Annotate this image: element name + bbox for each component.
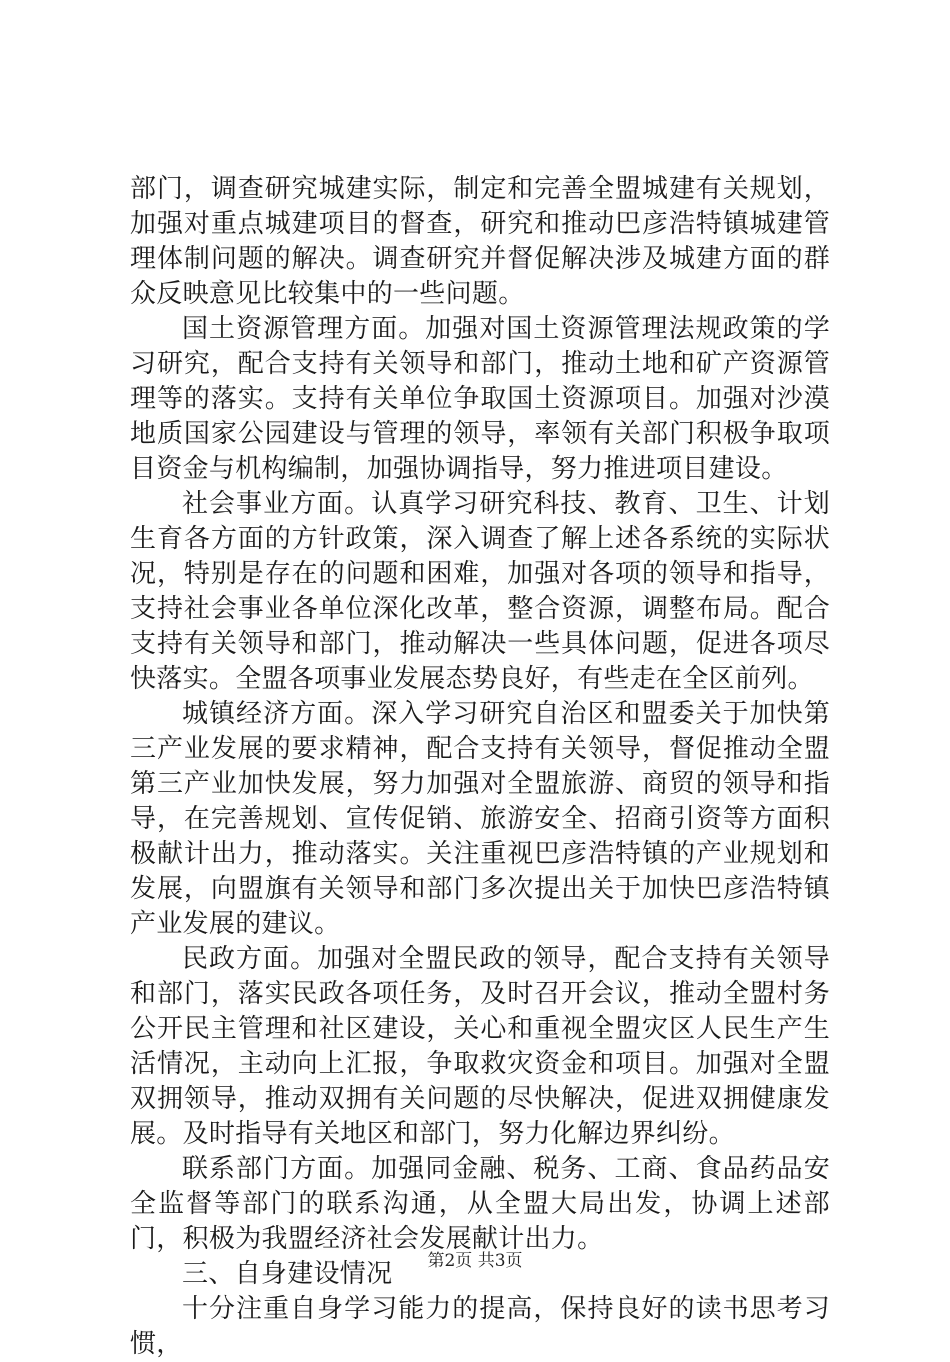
- page-number-footer: 第2页 共3页: [427, 1251, 523, 1271]
- document-body: [130, 172, 830, 1362]
- section-heading-self-building: 三、自身建设情况: [182, 1259, 393, 1289]
- paragraph-urban-construction-cont: 部门，调查研究城建实际，制定和完善全盟城建有关规划，加强对重点城建项目的督查，研究和推动巴彦浩特镇城建管理体制问题的解决。调查研究并督促解决涉及城建方面的群众反映意见比较集中的一些问题。: [130, 174, 830, 309]
- paragraph-self-learning: 十分注重自身学习能力的提高，保持良好的读书思考习惯，: [130, 1294, 830, 1359]
- paragraph-liaison-departments: 联系部门方面。加强同金融、税务、工商、食品药品安全监督等部门的联系沟通，从全盟大局出发，协调上述部门，积极为我盟经济社会发展献计出力。: [130, 1154, 830, 1254]
- paragraph-civil-affairs: 民政方面。加强对全盟民政的领导，配合支持有关领导和部门，落实民政各项任务，及时召开会议，推动全盟村务公开民主管理和社区建设，关心和重视全盟灾区人民生产生活情况，主动向上汇报，争取救灾资金和项目。加强对全盟双拥领导，推动双拥有关问题的尽快解决，促进双拥健康发展。及时指导有关地区和部门，努力化解边界纠纷。: [130, 944, 830, 1149]
- paragraph-land-resources: 国土资源管理方面。加强对国土资源管理法规政策的学习研究，配合支持有关领导和部门，推动土地和矿产资源管理等的落实。支持有关单位争取国土资源项目。加强对沙漠地质国家公园建设与管理的领导，率领有关部门积极争取项目资金与机构编制，加强协调指导，努力推进项目建设。: [130, 314, 830, 484]
- paragraph-urban-economy: 城镇经济方面。深入学习研究自治区和盟委关于加快第三产业发展的要求精神，配合支持有关领导，督促推动全盟第三产业加快发展，努力加强对全盟旅游、商贸的领导和指导，在完善规划、宣传促销、旅游安全、招商引资等方面积极献计出力，推动落实。关注重视巴彦浩特镇的产业规划和发展，向盟旗有关领导和部门多次提出关于加快巴彦浩特镇产业发展的建议。: [130, 699, 830, 939]
- paragraph-social-affairs: 社会事业方面。认真学习研究科技、教育、卫生、计划生育各方面的方针政策，深入调查了解上述各系统的实际状况，特别是存在的问题和困难，加强对各项的领导和指导，支持社会事业各单位深化改革，整合资源，调整布局。配合支持有关领导和部门，推动解决一些具体问题，促进各项尽快落实。全盟各项事业发展态势良好，有些走在全区前列。: [130, 489, 830, 694]
